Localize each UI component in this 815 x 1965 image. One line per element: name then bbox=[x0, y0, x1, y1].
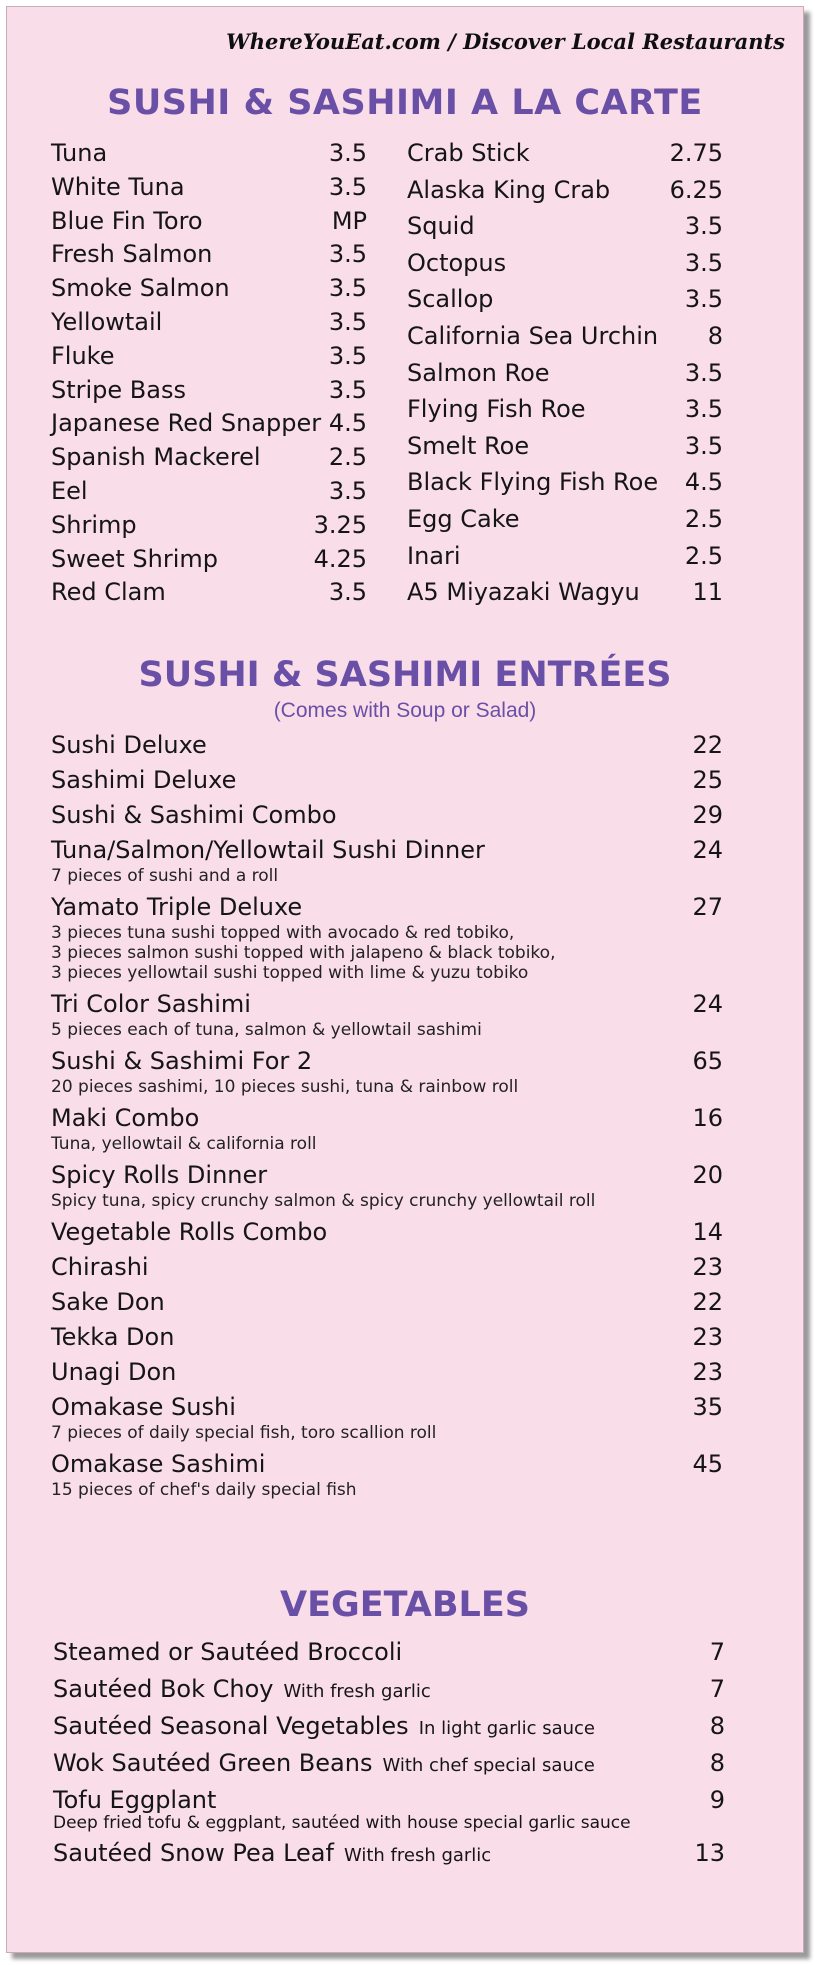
item-name: Sake Don bbox=[51, 1288, 165, 1316]
menu-item bbox=[407, 212, 723, 249]
menu-item bbox=[407, 285, 723, 322]
item-name: Red Clam bbox=[51, 578, 166, 607]
item-price: 22 bbox=[692, 1288, 723, 1316]
item-name: Sushi & Sashimi Combo bbox=[51, 801, 337, 829]
item-price: 22 bbox=[692, 731, 723, 759]
vegetable-item bbox=[53, 1746, 725, 1780]
item-price: 24 bbox=[692, 990, 723, 1018]
menu-item bbox=[407, 322, 723, 359]
item-name: Smelt Roe bbox=[407, 431, 530, 460]
item-description: 3 pieces salmon sushi topped with jalapeno & black tobiko, bbox=[51, 943, 556, 963]
entree-item bbox=[51, 800, 723, 831]
item-name: Smoke Salmon bbox=[51, 274, 230, 303]
item-name: Scallop bbox=[407, 285, 494, 314]
watermark: WhereYouEat.com / Discover Local Restaurants bbox=[226, 29, 785, 54]
item-price: 4.5 bbox=[328, 409, 367, 438]
menu-item bbox=[51, 207, 367, 241]
item-price: 3.5 bbox=[328, 375, 367, 404]
item-name: Flying Fish Roe bbox=[407, 395, 586, 424]
item-name: Sweet Shrimp bbox=[51, 544, 219, 573]
vegetable-item bbox=[53, 1709, 725, 1743]
entree-item bbox=[51, 1392, 723, 1443]
item-note: In light garlic sauce bbox=[418, 1718, 596, 1739]
item-name: Tofu Eggplant bbox=[53, 1786, 217, 1814]
item-price: 14 bbox=[692, 1218, 723, 1246]
item-name: Octopus bbox=[407, 248, 507, 277]
item-note: With fresh garlic bbox=[343, 1845, 492, 1866]
item-price: 6.25 bbox=[669, 175, 723, 204]
item-name: Tekka Don bbox=[51, 1323, 175, 1351]
entree-item bbox=[51, 835, 723, 886]
item-name: Japanese Red Snapper bbox=[51, 409, 322, 438]
item-price: 9 bbox=[709, 1786, 725, 1814]
item-name: Black Flying Fish Roe bbox=[407, 468, 659, 497]
item-name: White Tuna bbox=[51, 172, 185, 201]
item-description: 7 pieces of daily special fish, toro scallion roll bbox=[51, 1423, 437, 1443]
menu-item bbox=[51, 409, 367, 443]
item-name: Maki Combo bbox=[51, 1104, 200, 1132]
item-price: 3.5 bbox=[684, 395, 723, 424]
item-price: 29 bbox=[692, 801, 723, 829]
item-description: Deep fried tofu & eggplant, sautéed with house special garlic sauce bbox=[53, 1813, 631, 1833]
item-price: 23 bbox=[692, 1323, 723, 1351]
item-name: Tuna/Salmon/Yellowtail Sushi Dinner bbox=[51, 836, 485, 864]
item-name: Inari bbox=[407, 541, 461, 570]
item-price: 3.5 bbox=[328, 172, 367, 201]
menu-item bbox=[51, 511, 367, 545]
item-name: Omakase Sushi bbox=[51, 1393, 236, 1421]
item-name: Stripe Bass bbox=[51, 375, 186, 404]
item-name: California Sea Urchin bbox=[407, 321, 659, 350]
item-price: 3.5 bbox=[328, 307, 367, 336]
menu-item bbox=[407, 432, 723, 469]
item-price: 3.5 bbox=[328, 578, 367, 607]
entree-item bbox=[51, 1357, 723, 1388]
item-name: Eel bbox=[51, 476, 88, 505]
item-name: Crab Stick bbox=[407, 139, 530, 167]
menu-item bbox=[407, 542, 723, 579]
a-la-carte-left-column bbox=[51, 139, 367, 612]
item-name: Sashimi Deluxe bbox=[51, 766, 237, 794]
item-price: 2.75 bbox=[669, 139, 723, 167]
item-price: 3.5 bbox=[328, 341, 367, 370]
item-description: 3 pieces yellowtail sushi topped with lime & yuzu tobiko bbox=[51, 963, 529, 983]
item-price: 27 bbox=[692, 893, 723, 921]
vegetables-heading: VEGETABLES bbox=[280, 1585, 530, 1625]
item-price: 2.5 bbox=[328, 443, 367, 472]
item-price: 23 bbox=[692, 1358, 723, 1386]
vegetable-item bbox=[53, 1783, 725, 1833]
item-name: Yamato Triple Deluxe bbox=[51, 893, 303, 921]
item-price: 16 bbox=[692, 1104, 723, 1132]
menu-item bbox=[407, 249, 723, 286]
item-name: Alaska King Crab bbox=[407, 175, 611, 204]
menu-item bbox=[407, 505, 723, 542]
entree-item bbox=[51, 1449, 723, 1500]
item-price: 8 bbox=[709, 1749, 725, 1777]
entree-item bbox=[51, 1160, 723, 1211]
menu-item bbox=[407, 176, 723, 213]
item-price: 4.5 bbox=[684, 468, 723, 497]
item-price: 2.5 bbox=[684, 504, 723, 533]
entrees-list bbox=[51, 730, 723, 1506]
a-la-carte-heading: SUSHI & SASHIMI A LA CARTE bbox=[107, 83, 703, 123]
entree-item bbox=[51, 892, 723, 983]
item-price: 7 bbox=[709, 1675, 725, 1703]
item-price: 13 bbox=[694, 1839, 725, 1867]
item-name: Fresh Salmon bbox=[51, 240, 213, 269]
item-name: Sautéed Seasonal Vegetables bbox=[53, 1712, 409, 1740]
item-description: 15 pieces of chef's daily special fish bbox=[51, 1480, 357, 1500]
menu-item bbox=[51, 274, 367, 308]
menu-item bbox=[51, 342, 367, 376]
item-name: Omakase Sashimi bbox=[51, 1450, 266, 1478]
item-price: 24 bbox=[692, 836, 723, 864]
item-price: 23 bbox=[692, 1253, 723, 1281]
item-name: Sushi Deluxe bbox=[51, 731, 207, 759]
entree-item bbox=[51, 730, 723, 761]
item-price: 20 bbox=[692, 1161, 723, 1189]
item-name: Spanish Mackerel bbox=[51, 443, 261, 472]
item-name: Sautéed Bok Choy bbox=[53, 1675, 274, 1703]
menu-item bbox=[51, 240, 367, 274]
vegetable-item bbox=[53, 1836, 725, 1870]
item-name: Wok Sautéed Green Beans bbox=[53, 1749, 373, 1777]
item-name: A5 Miyazaki Wagyu bbox=[407, 578, 640, 607]
item-price: 3.5 bbox=[328, 240, 367, 269]
menu-item bbox=[407, 468, 723, 505]
item-price: 3.5 bbox=[328, 476, 367, 505]
item-price: 2.5 bbox=[684, 541, 723, 570]
item-price: 3.5 bbox=[684, 358, 723, 387]
item-name: Sautéed Snow Pea Leaf bbox=[53, 1839, 334, 1867]
menu-item bbox=[51, 173, 367, 207]
entree-item bbox=[51, 1046, 723, 1097]
item-price: 3.5 bbox=[684, 248, 723, 277]
item-name: Egg Cake bbox=[407, 504, 520, 533]
item-description: Spicy tuna, spicy crunchy salmon & spicy crunchy yellowtail roll bbox=[51, 1191, 596, 1211]
item-name: Squid bbox=[407, 212, 475, 241]
item-price: 3.25 bbox=[313, 510, 367, 539]
item-name: Unagi Don bbox=[51, 1358, 177, 1386]
entrees-heading: SUSHI & SASHIMI ENTRÉES bbox=[138, 655, 672, 695]
entree-item bbox=[51, 989, 723, 1040]
item-name: Salmon Roe bbox=[407, 358, 550, 387]
item-description: 20 pieces sashimi, 10 pieces sushi, tuna & rainbow roll bbox=[51, 1077, 519, 1097]
item-price: 65 bbox=[692, 1047, 723, 1075]
item-description: 5 pieces each of tuna, salmon & yellowtail sashimi bbox=[51, 1020, 482, 1040]
entree-item bbox=[51, 1287, 723, 1318]
menu-page bbox=[6, 6, 804, 1953]
item-name: Sushi & Sashimi For 2 bbox=[51, 1047, 313, 1075]
menu-item bbox=[51, 139, 367, 173]
menu-item bbox=[51, 308, 367, 342]
menu-item bbox=[407, 578, 723, 615]
menu-item bbox=[51, 443, 367, 477]
item-price: 8 bbox=[707, 321, 723, 350]
entree-item bbox=[51, 1322, 723, 1353]
item-description: Tuna, yellowtail & california roll bbox=[51, 1134, 317, 1154]
item-price: 3.5 bbox=[328, 274, 367, 303]
menu-item bbox=[51, 545, 367, 579]
menu-item bbox=[51, 376, 367, 410]
item-name: Tri Color Sashimi bbox=[51, 990, 251, 1018]
item-note: With chef special sauce bbox=[382, 1755, 595, 1776]
entree-item bbox=[51, 1252, 723, 1283]
item-name: Blue Fin Toro bbox=[51, 206, 203, 235]
item-description: 3 pieces tuna sushi topped with avocado & red tobiko, bbox=[51, 923, 515, 943]
item-price: 45 bbox=[692, 1450, 723, 1478]
item-name: Steamed or Sautéed Broccoli bbox=[53, 1638, 403, 1666]
item-price: 3.5 bbox=[684, 212, 723, 241]
item-note: With fresh garlic bbox=[283, 1681, 431, 1702]
menu-item bbox=[51, 578, 367, 612]
item-name: Fluke bbox=[51, 341, 115, 370]
item-price: 4.25 bbox=[313, 544, 367, 573]
item-name: Yellowtail bbox=[51, 307, 163, 336]
a-la-carte-right-column bbox=[407, 139, 723, 615]
menu-item bbox=[51, 477, 367, 511]
item-price: 3.5 bbox=[684, 431, 723, 460]
vegetables-list bbox=[53, 1635, 725, 1873]
entree-item bbox=[51, 765, 723, 796]
item-price: MP bbox=[331, 206, 367, 235]
item-name: Spicy Rolls Dinner bbox=[51, 1161, 268, 1189]
item-price: 35 bbox=[692, 1393, 723, 1421]
item-name: Shrimp bbox=[51, 510, 137, 539]
item-price: 25 bbox=[692, 766, 723, 794]
item-name: Chirashi bbox=[51, 1253, 149, 1281]
item-name: Tuna bbox=[51, 139, 108, 167]
item-price: 11 bbox=[692, 578, 723, 607]
item-price: 3.5 bbox=[328, 139, 367, 167]
item-name: Vegetable Rolls Combo bbox=[51, 1218, 328, 1246]
item-price: 7 bbox=[709, 1638, 725, 1666]
menu-item bbox=[407, 359, 723, 396]
item-price: 3.5 bbox=[684, 285, 723, 314]
entree-item bbox=[51, 1217, 723, 1248]
entrees-subtitle: (Comes with Soup or Salad) bbox=[273, 699, 537, 722]
entree-item bbox=[51, 1103, 723, 1154]
menu-item bbox=[407, 139, 723, 176]
vegetable-item bbox=[53, 1672, 725, 1706]
vegetable-item bbox=[53, 1635, 725, 1669]
menu-item bbox=[407, 395, 723, 432]
item-price: 8 bbox=[709, 1712, 725, 1740]
item-description: 7 pieces of sushi and a roll bbox=[51, 866, 279, 886]
